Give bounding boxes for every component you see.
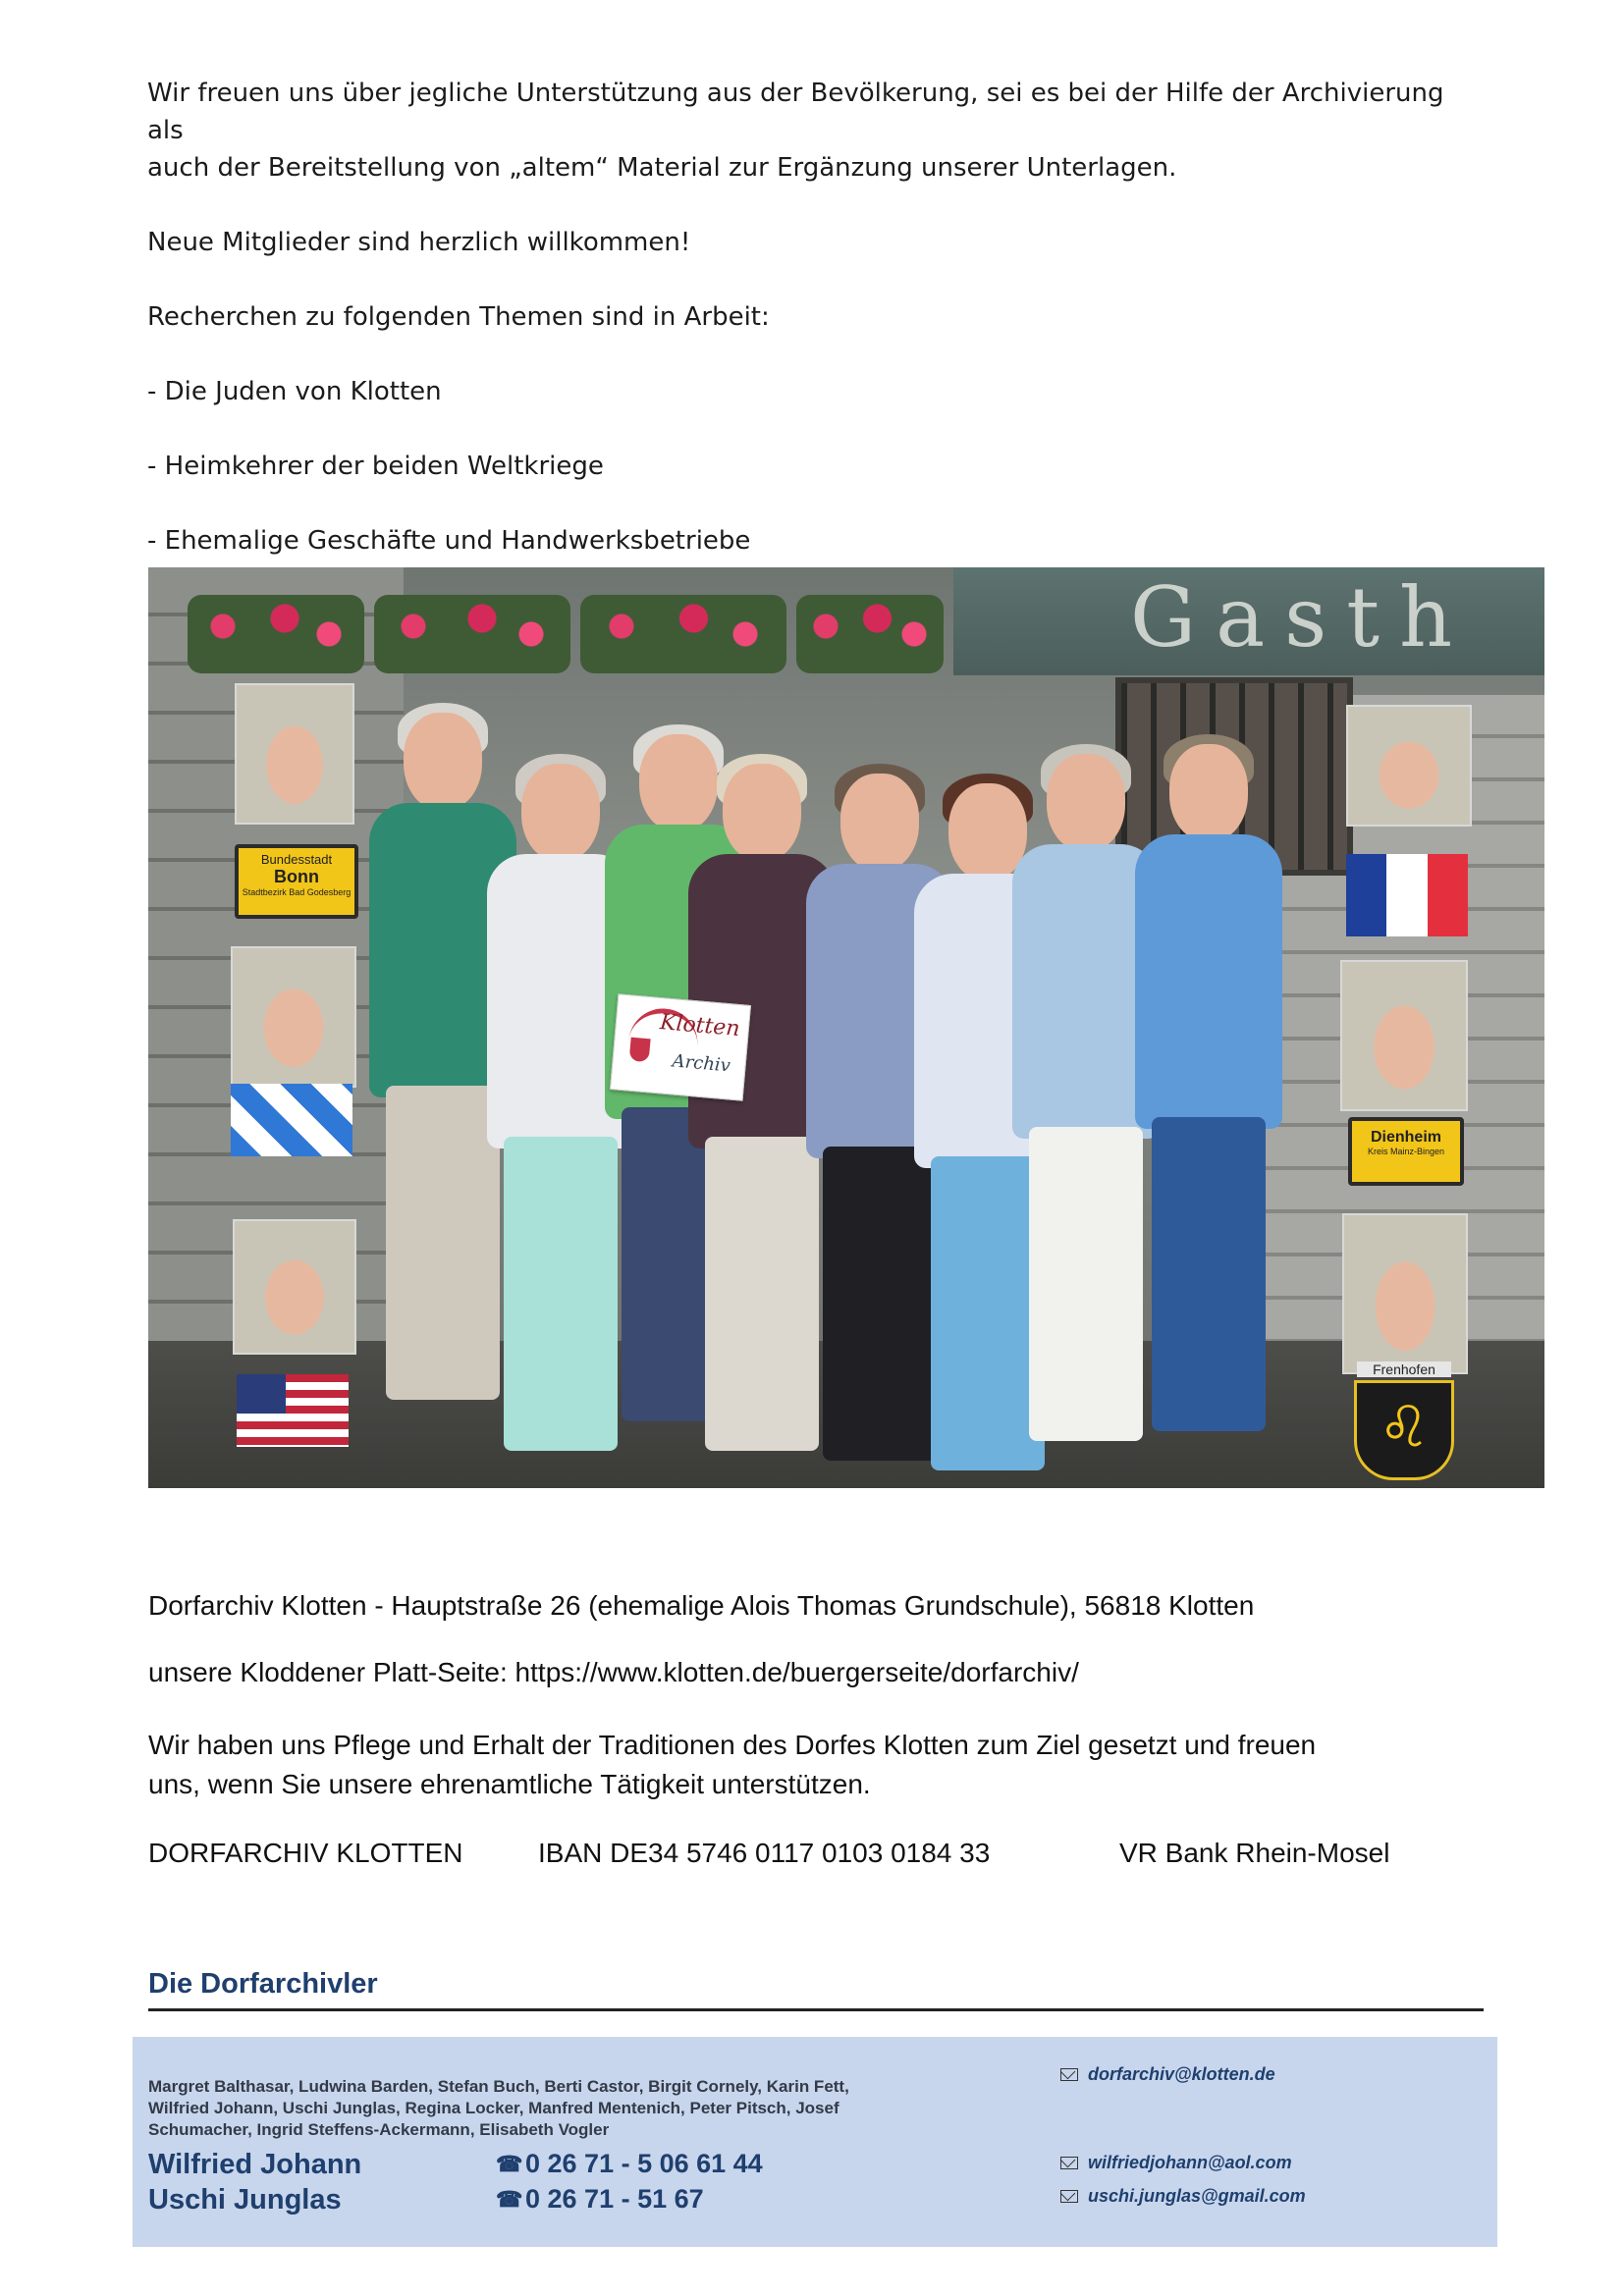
phone-icon: ☎ [496,2186,523,2212]
mail-icon [1060,2068,1078,2081]
member-portrait [233,1219,356,1355]
person [1115,744,1302,1461]
intro-paragraph-1: Wir freuen uns über jegliche Unterstützung aus der Bevölkerung, sei es bei der Hilfe der Archivierung als auch der Bereitstellung von „altem“ Material zur Ergänzung unserer Unterlagen. [147,79,1444,183]
flower-box [374,595,570,673]
footer-title: Die Dorfarchivler [148,1968,378,2000]
town-sign-bonn: Bundesstadt Bonn Stadtbezirk Bad Godesberg [235,844,358,919]
intro-paragraph-2: Neue Mitglieder sind herzlich willkommen! [147,228,691,257]
intro-paragraph-3: Recherchen zu folgenden Themen sind in Arbeit: [147,302,770,332]
flower-box [580,595,786,673]
member-portrait [1346,705,1472,827]
bank-account-holder: DORFARCHIV KLOTTEN [148,1838,463,1868]
mail-icon [1060,2190,1078,2203]
member-portrait [231,946,356,1088]
website-line: unsere Kloddener Platt-Seite: https://www.klotten.de/buergerseite/dorfarchiv/ [148,1657,1079,1687]
topic-item: - Heimkehrer der beiden Weltkriege [147,452,604,481]
member-portrait [1342,1213,1468,1374]
town-sign-dienheim: Dienheim Kreis Mainz-Bingen [1348,1117,1464,1186]
member-portrait [235,683,354,825]
topic-item: - Die Juden von Klotten [147,377,442,406]
member-portrait [1340,960,1468,1111]
france-flag [1346,854,1468,936]
bank-iban: IBAN DE34 5746 0117 0103 0184 33 [538,1838,991,1868]
coat-of-arms: Frenhofen ♌ [1354,1380,1454,1480]
phone-icon: ☎ [496,2151,523,2176]
flower-box [188,595,364,673]
usa-flag [237,1374,349,1447]
email-general[interactable]: dorfarchiv@klotten.de [1060,2064,1275,2085]
footer-divider [148,2008,1484,2011]
contact-phone-1: ☎ 0 26 71 - 5 06 61 44 [496,2149,763,2178]
footer-box [133,2037,1497,2247]
contact-phone-2: ☎ 0 26 71 - 51 67 [496,2184,704,2214]
contact-name-1: Wilfried Johann [148,2149,362,2180]
lion-icon: ♌ [1379,1395,1430,1460]
email-contact-1[interactable]: wilfriedjohann@aol.com [1060,2153,1292,2173]
bank-name: VR Bank Rhein-Mosel [1119,1838,1390,1868]
archiv-logo-card: Klotten Archiv [610,993,751,1100]
topic-item: - Ehemalige Geschäfte und Handwerksbetriebe [147,526,751,556]
flower-box [796,595,944,673]
contact-name-2: Uschi Junglas [148,2184,342,2216]
email-contact-2[interactable]: uschi.junglas@gmail.com [1060,2186,1306,2207]
group-photo [148,567,1544,1488]
member-list: Margret Balthasar, Ludwina Barden, Stefan Buch, Berti Castor, Birgit Cornely, Karin Fett, Wilfried Johann, Uschi Junglas, Regina Locker, Manfred Mentenich, Peter Pitsch, Josef Schumacher, Ingrid Steffens-Ackermann, Elisabeth Vogler [148,2077,849,2139]
mission-text: Wir haben uns Pflege und Erhalt der Traditionen des Dorfes Klotten zum Ziel gesetzt und freuen uns, wenn Sie unsere ehrenamtliche Tätigkeit unterstützen. [148,1730,1317,1799]
bavaria-flag [231,1084,352,1156]
mail-icon [1060,2157,1078,2169]
building-sign-text: Gasth [1130,569,1473,666]
address-line: Dorfarchiv Klotten - Hauptstraße 26 (ehemalige Alois Thomas Grundschule), 56818 Klotten [148,1590,1255,1621]
intro-text [147,75,1453,560]
